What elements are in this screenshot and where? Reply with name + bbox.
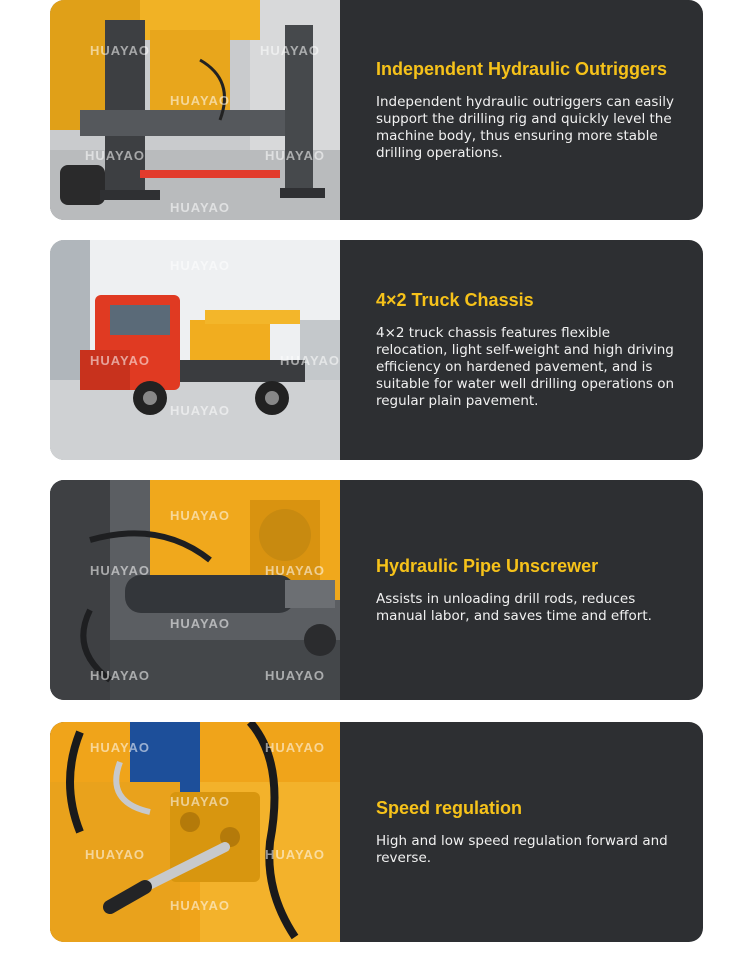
watermark-text: HUAYAO (90, 668, 150, 683)
watermark-text: HUAYAO (170, 898, 230, 913)
feature-title: Speed regulation (376, 797, 523, 818)
feature-title: Hydraulic Pipe Unscrewer (376, 555, 599, 576)
watermark-text: HUAYAO (265, 740, 325, 755)
watermark-text: HUAYAO (170, 403, 230, 418)
watermark-text: HUAYAO (90, 740, 150, 755)
watermark-text: HUAYAO (280, 353, 340, 368)
feature-title: Independent Hydraulic Outriggers (376, 58, 668, 79)
feature-description: Assists in unloading drill rods, reduces manual labor, and saves time and effort. (376, 590, 652, 624)
feature-card-truck-chassis (50, 240, 703, 460)
feature-description: Independent hydraulic outriggers can easily support the drilling rig and quickly level the machine body, thus ensuring more stable drilling operations. (376, 93, 674, 161)
feature-card-speed-regulation (50, 722, 703, 942)
watermark-text: HUAYAO (170, 93, 230, 108)
watermark-text: HUAYAO (90, 43, 150, 58)
pipe-unscrewer-photo (50, 480, 340, 700)
feature-card-pipe-unscrewer (50, 480, 703, 700)
watermark-text: HUAYAO (90, 353, 150, 368)
feature-description: 4×2 truck chassis features flexible relocation, light self-weight and high driving efficiency on hardened pavement, and is suitable for water well drilling operations on regular plain pavement. (376, 325, 675, 409)
truck-chassis-photo (50, 240, 340, 460)
watermark-text: HUAYAO (85, 847, 145, 862)
watermark-text: HUAYAO (265, 668, 325, 683)
feature-description: High and low speed regulation forward and reverse. (376, 832, 668, 866)
speed-regulation-photo (50, 722, 340, 942)
watermark-text: HUAYAO (265, 847, 325, 862)
watermark-text: HUAYAO (170, 508, 230, 523)
watermark-text: HUAYAO (85, 148, 145, 163)
watermark-text: HUAYAO (265, 563, 325, 578)
watermark-text: HUAYAO (170, 616, 230, 631)
watermark-text: HUAYAO (170, 258, 230, 273)
watermark-text: HUAYAO (265, 148, 325, 163)
feature-title: 4×2 Truck Chassis (376, 290, 534, 310)
outriggers-photo (50, 0, 340, 220)
watermark-text: HUAYAO (170, 200, 230, 215)
watermark-text: HUAYAO (90, 563, 150, 578)
watermark-text: HUAYAO (260, 43, 320, 58)
feature-card-outriggers (50, 0, 703, 220)
watermark-text: HUAYAO (170, 794, 230, 809)
